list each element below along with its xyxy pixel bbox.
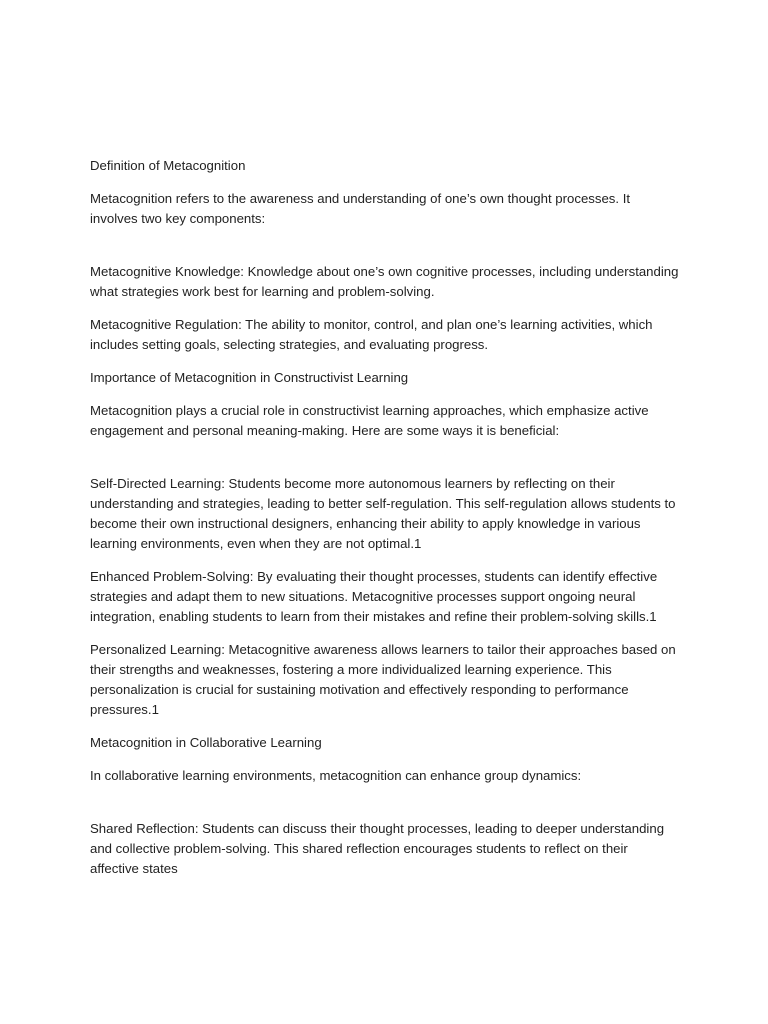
paragraph-collaborative-intro: In collaborative learning environments, metacognition can enhance group dynamics: bbox=[90, 768, 582, 783]
heading-importance: Importance of Metacognition in Constructivist Learning bbox=[90, 370, 409, 385]
paragraph-shared-reflection: Shared Reflection: Students can discuss their thought processes, leading to deeper understanding and collective problem-solving. This shared reflection encourages students to reflect on their affective states bbox=[90, 821, 665, 876]
heading-collaborative-learning: Metacognition in Collaborative Learning bbox=[90, 735, 322, 750]
document-body bbox=[90, 156, 680, 892]
paragraph-intro: Metacognition refers to the awareness and understanding of one’s own thought processes. It involves two key components: bbox=[90, 191, 631, 226]
heading-definition: Definition of Metacognition bbox=[90, 158, 246, 173]
paragraph-personalized-learning: Personalized Learning: Metacognitive awareness allows learners to tailor their approaches based on their strengths and weaknesses, fostering a more individualized learning experience. This personalization is crucial for sustaining motivation and effectively responding to performance pressures.1 bbox=[90, 642, 676, 717]
paragraph-self-directed-learning: Self-Directed Learning: Students become more autonomous learners by reflecting on their understanding and strategies, leading to better self-regulation. This self-regulation allows students to become their own instructional designers, enhancing their ability to apply knowledge in various learning environments, even when they are not optimal.1 bbox=[90, 476, 676, 551]
paragraph-enhanced-problem-solving: Enhanced Problem-Solving: By evaluating their thought processes, students can identify effective strategies and adapt them to new situations. Metacognitive processes support ongoing neural integration, enabling students to learn from their mistakes and refine their problem-solving skills.1 bbox=[90, 569, 658, 624]
paragraph-metacognitive-regulation: Metacognitive Regulation: The ability to monitor, control, and plan one’s learning activities, which includes setting goals, selecting strategies, and evaluating progress. bbox=[90, 317, 653, 352]
paragraph-metacognitive-knowledge: Metacognitive Knowledge: Knowledge about one’s own cognitive processes, including understanding what strategies work best for learning and problem-solving. bbox=[90, 264, 679, 299]
paragraph-importance-intro: Metacognition plays a crucial role in constructivist learning approaches, which emphasize active engagement and personal meaning-making. Here are some ways it is beneficial: bbox=[90, 403, 649, 438]
